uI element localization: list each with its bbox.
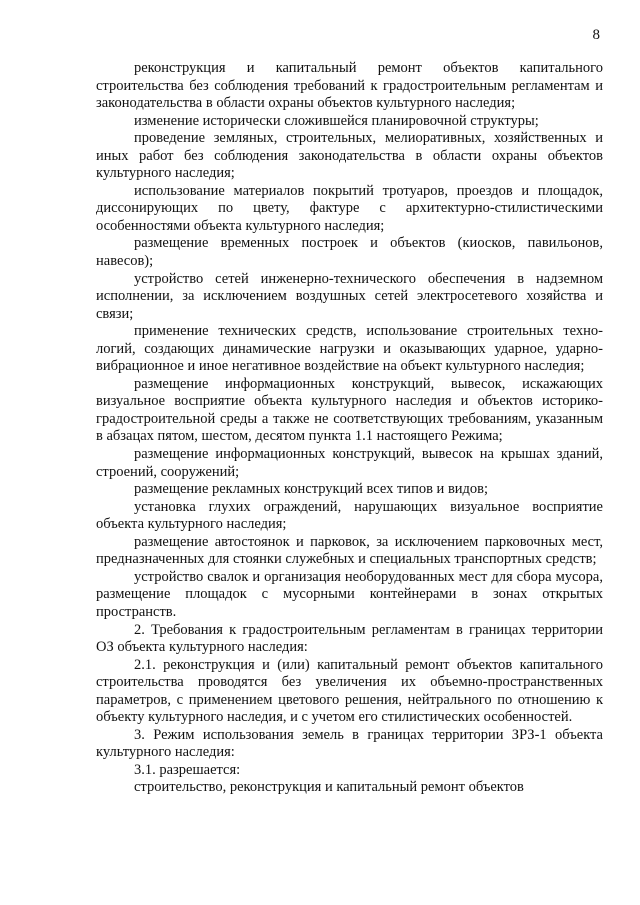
paragraph-17: 3.1. разрешается: xyxy=(134,761,241,778)
paragraph-15: 2.1. реконструкция и (или) капитальный ремонт объектов капитального строительства проводятся без увеличения их объемно-пространственных параметров, с применением цветового решения, нейтрального по отношению к объекту культурного наследия, и с учетом его стилистических особенностей. xyxy=(96,656,603,726)
paragraph-3: проведение земляных, строительных, мелиоративных, хозяйственных и иных работ без соблюдения законодательства в области охраны объектов культурного наследия; xyxy=(96,130,603,182)
paragraph-4: использование материалов покрытий тротуаров, проездов и площадок, диссонирующих по цвету, фактуре с архитектурно-стилистическими особенностями объекта культурного наследия; xyxy=(96,182,603,234)
paragraph-10: размещение рекламных конструкций всех типов и видов; xyxy=(134,481,489,498)
page-number: 8 xyxy=(592,27,600,43)
paragraph-14: 2. Требования к градостроительным регламентам в границах территории ОЗ объекта культурного наследия: xyxy=(96,621,603,656)
paragraph-5: размещение временных построек и объектов (киосков, павильонов, навесов); xyxy=(96,235,603,270)
paragraph-2: изменение исторически сложившейся планировочной структуры; xyxy=(134,112,539,129)
paragraph-9: размещение информационных конструкций, вывесок на крышах зданий, строений, сооружений; xyxy=(96,446,603,480)
paragraph-8: размещение информационных конструкций, вывесок, искажающих визуальное восприятие объекта культурного наследия и объектов историкоградостроительной среды а также не соответствующих требованиям, указанным в абзацах пятом, шестом, десятом пункта 1.1 настоящего Режима; xyxy=(96,375,603,445)
paragraph-13: устройство свалок и организация необорудованных мест для сбора мусора, размещение площадок с мусорными контейнерами в зонах открытых пространств. xyxy=(96,568,603,620)
paragraph-18: строительство, реконструкция и капитальный ремонт объектов xyxy=(134,779,524,796)
paragraph-11: установка глухих ограждений, нарушающих визуальное восприятие объекта культурного наследия; xyxy=(96,498,603,533)
document-body xyxy=(96,60,603,797)
paragraph-16: 3. Режим использования земель в границах территории ЗРЗ-1 объекта культурного наследия: xyxy=(96,726,603,761)
paragraph-6: устройство сетей инженерно-технического обеспечения в надземном исполнении, за исключением воздушных сетей электросетевого хозяйства и связи; xyxy=(96,270,603,322)
paragraph-12: размещение автостоянок и парковок, за исключением парковочных мест, предназначенных для стоянки служебных и специальных транспортных средств; xyxy=(96,533,603,568)
paragraph-1: реконструкция и капитальный ремонт объектов капитального строительства без соблюдения требований к градостроительным регламентам и законодательства в области охраны объектов культурного наследия; xyxy=(96,60,603,112)
paragraph-7: применение технических средств, использование строительных технологий, создающих динамические нагрузки и оказывающих ударное, ударновибрационное и иное негативное воздействие на объект культурного наследия; xyxy=(96,323,603,375)
